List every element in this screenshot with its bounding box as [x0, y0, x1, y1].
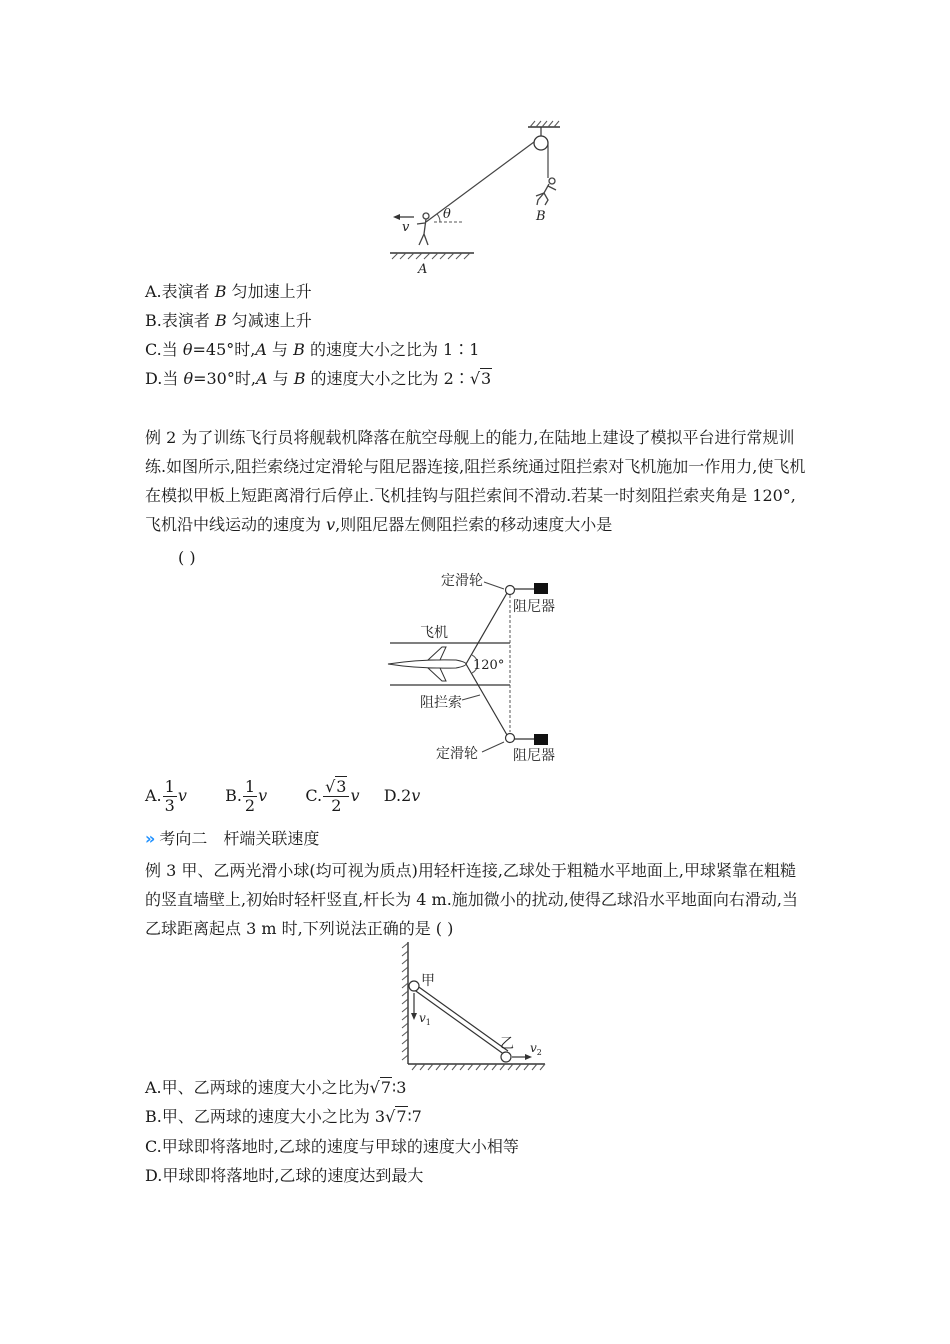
- q2-option-a-label: A.: [145, 786, 162, 805]
- pulley-bottom: [506, 734, 515, 743]
- plane-icon: [388, 647, 466, 681]
- q2-option-a-var: v: [177, 786, 187, 805]
- q1-option-b-prefix: B.表演者: [145, 311, 215, 330]
- section-heading: [145, 829, 319, 849]
- q2-answer-blank: ( ): [178, 548, 196, 567]
- label-jia: 甲: [421, 973, 435, 989]
- q2-stem-var: v: [326, 515, 336, 534]
- q3-stem: [145, 856, 810, 943]
- label-v: v: [402, 220, 410, 235]
- frac-num: [323, 778, 349, 797]
- q3-option-a-prefix: A.甲、乙两球的速度大小之比为: [145, 1078, 370, 1097]
- sqrt-symbol: √: [385, 1107, 396, 1126]
- q3-answer-blank: ( ): [435, 919, 454, 938]
- label-b: B: [536, 209, 546, 224]
- q1-option-a: [145, 282, 312, 302]
- q1-option-b-var: B: [214, 311, 227, 330]
- q1-option-d-p2: =30°时,: [193, 369, 256, 388]
- q3-stem-text: 例 3 甲、乙两光滑小球(均可视为质点)用轻杆连接,乙球处于粗糙水平地面上,甲球紧靠在粗糙的竖直墙壁上,初始时轻杆竖直,杆长为 4 m.施加微小的扰动,使得乙球沿水平地面向右滑动,当乙球距离起点 3 m 时,下列说法正确的是: [145, 861, 798, 938]
- sqrt-symbol: √: [369, 1078, 380, 1097]
- q1-option-c-p4: 的速度大小之比为 1∶1: [304, 340, 480, 359]
- q3-option-a: [145, 1078, 406, 1098]
- q3-option-b-prefix: B.甲、乙两球的速度大小之比为 3: [145, 1107, 386, 1126]
- label-yi: 乙: [500, 1036, 514, 1052]
- label-v1: $v_1$: [419, 1011, 431, 1027]
- label-angle: 120°: [473, 658, 505, 673]
- fraction-one-half: [243, 778, 257, 815]
- q1-option-c-a: A: [255, 340, 267, 359]
- q1-option-c-p3: 与: [266, 340, 294, 359]
- sqrt-3: [470, 369, 492, 389]
- q1-option-c: [145, 340, 479, 360]
- sqrt-symbol: √: [469, 369, 481, 388]
- sqrt-7: [370, 1078, 392, 1098]
- sqrt-3: [325, 778, 347, 796]
- q3-option-d: D.甲球即将落地时,乙球的速度达到最大: [145, 1166, 424, 1185]
- q1-option-a-prefix: A.表演者: [145, 282, 215, 301]
- q1-option-d-a: A: [255, 369, 268, 388]
- q2-option-d-label: D.2: [383, 786, 412, 805]
- damper-top: [534, 583, 548, 594]
- frac-num: 1: [164, 777, 175, 796]
- chevron-icon: »: [145, 829, 152, 848]
- q3-option-b: [145, 1107, 422, 1127]
- q2-stem-text-1: 例 2 为了训练飞行员将舰载机降落在航空母舰上的能力,在陆地上建设了模拟平台进行常规训练.如图所示,阻拦索绕过定滑轮与阻尼器连接,阻拦系统通过阻拦索对飞机施加一作用力,使飞机在模拟甲板上短距离滑行后停止.飞机挂钩与阻拦索间不滑动.若某一时刻阻拦索夹角是 120°,飞机沿中线运动的速度为: [145, 428, 806, 534]
- frac-den: 3: [164, 796, 175, 815]
- sqrt-symbol: √: [325, 777, 336, 796]
- fraction-one-third: [163, 778, 177, 815]
- fraction-sqrt3-half: [323, 778, 349, 815]
- q2-option-d-var: v: [411, 786, 421, 805]
- sqrt-7: [385, 1107, 407, 1127]
- q1-option-d-b: B: [293, 369, 306, 388]
- sqrt-value: 3: [481, 369, 492, 388]
- sqrt-value: 7: [396, 1107, 407, 1126]
- label-plane: 飞机: [420, 625, 448, 641]
- q1-option-a-var: B: [214, 282, 227, 301]
- q2-option-b-var: v: [258, 786, 268, 805]
- label-v2: $v_2$: [530, 1041, 542, 1057]
- ball-yi: [501, 1052, 511, 1062]
- q2-stem: [145, 423, 810, 539]
- q1-option-d-p4: 的速度大小之比为 2∶: [305, 369, 470, 388]
- ball-jia: [409, 981, 419, 991]
- label-damper-top: 阻尼器: [513, 599, 555, 615]
- performer-b: [536, 178, 556, 205]
- q1-option-b: [145, 311, 312, 331]
- sqrt-value: 7: [380, 1078, 392, 1097]
- label-rope: 阻拦索: [420, 695, 462, 711]
- q1-option-c-b: B: [293, 340, 305, 359]
- sqrt-value: 3: [336, 777, 347, 796]
- q3-option-c: C.甲球即将落地时,乙球的速度与甲球的速度大小相等: [145, 1137, 519, 1156]
- q1-option-d: [145, 369, 492, 389]
- q2-option-c-label: C.: [305, 786, 323, 805]
- frac-den: 2: [244, 796, 256, 815]
- label-damper-bottom: 阻尼器: [513, 748, 555, 764]
- label-a: A: [418, 262, 428, 277]
- frac-den: 2: [331, 796, 342, 815]
- q1-option-c-p2: =45°时,: [192, 340, 256, 359]
- pulley: [534, 136, 548, 150]
- q2-options: [145, 778, 420, 815]
- q2-stem-text-2: ,则阻尼器左侧阻拦索的移动速度大小是: [335, 515, 613, 534]
- q2-option-c-var: v: [350, 786, 360, 805]
- label-theta: θ: [443, 207, 451, 222]
- figure-pulley-performers: [0, 0, 950, 290]
- q1-option-d-p1: D.当: [145, 369, 184, 388]
- label-pulley-bottom: 定滑轮: [436, 746, 478, 762]
- q3-option-a-suffix: ∶3: [392, 1078, 407, 1097]
- q1-option-b-suffix: 匀减速上升: [226, 311, 312, 330]
- q1-option-c-theta: θ: [182, 340, 193, 359]
- damper-bottom: [534, 734, 548, 745]
- q2-option-b-label: B.: [225, 786, 242, 805]
- frac-num: 1: [244, 777, 256, 796]
- figure-rod-wall: [0, 940, 950, 1070]
- figure-arresting-cable: [0, 560, 950, 790]
- q3-option-b-suffix: ∶7: [407, 1107, 422, 1126]
- q1-option-a-suffix: 匀加速上升: [226, 282, 312, 301]
- q1-option-d-p3: 与: [267, 369, 294, 388]
- q1-option-d-theta: θ: [183, 369, 194, 388]
- label-pulley-top: 定滑轮: [441, 573, 483, 589]
- section-title: 考向二 杆端关联速度: [159, 829, 320, 848]
- q1-option-c-p1: C.当: [145, 340, 183, 359]
- performer-a: [417, 213, 429, 245]
